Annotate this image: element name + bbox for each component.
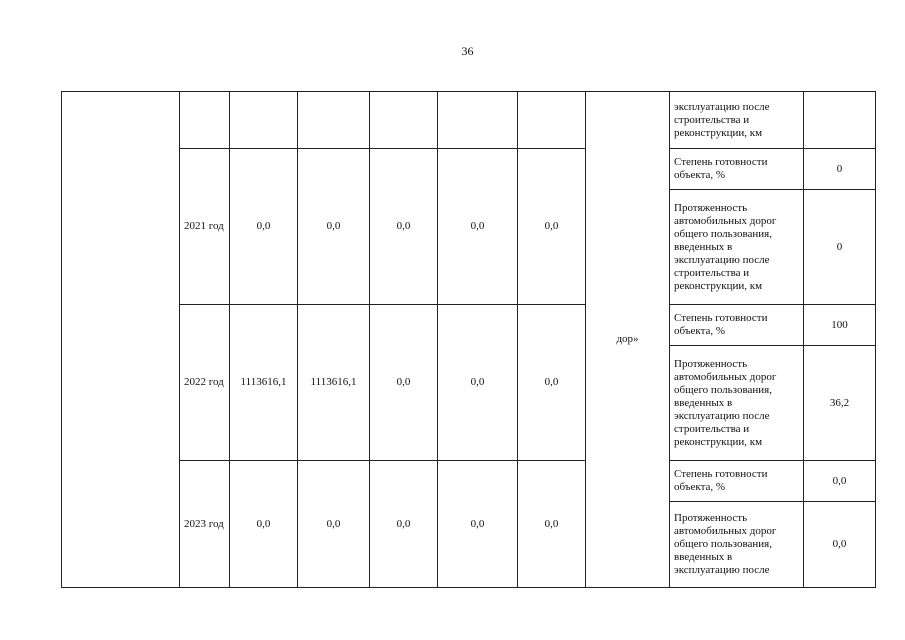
value-cell-empty (298, 92, 370, 149)
year-cell: 2022 год (180, 305, 230, 461)
indicator-label: Степень готовности объекта, % (670, 149, 804, 190)
indicator-value (804, 92, 876, 149)
year-cell: 2023 год (180, 461, 230, 588)
value-cell: 1113616,1 (298, 305, 370, 461)
indicator-label: Протяженность автомобильных дорог общего пользования, введенных в эксплуатацию после (670, 502, 804, 588)
indicator-value: 0,0 (804, 502, 876, 588)
indicator-label: Протяженность автомобильных дорог общего пользования, введенных в эксплуатацию после строительства и реконструкции, км (670, 346, 804, 461)
indicator-value: 0 (804, 190, 876, 305)
value-cell-empty (370, 92, 438, 149)
indicator-label: Протяженность автомобильных дорог общего пользования, введенных в эксплуатацию после строительства и реконструкции, км (670, 190, 804, 305)
value-cell: 0,0 (438, 305, 518, 461)
indicator-label: Степень готовности объекта, % (670, 305, 804, 346)
year-cell: 2021 год (180, 149, 230, 305)
indicator-label: Степень готовности объекта, % (670, 461, 804, 502)
value-cell-empty (438, 92, 518, 149)
table-row (62, 149, 876, 190)
table-row (62, 305, 876, 346)
table-row (62, 92, 876, 149)
value-cell: 0,0 (518, 149, 586, 305)
value-cell: 1113616,1 (230, 305, 298, 461)
year-cell-empty (180, 92, 230, 149)
page-number: 36 (461, 44, 474, 58)
table-row (62, 461, 876, 502)
value-cell: 0,0 (518, 461, 586, 588)
value-cell-empty (518, 92, 586, 149)
value-cell: 0,0 (438, 461, 518, 588)
value-cell: 0,0 (370, 461, 438, 588)
program-table (61, 91, 876, 588)
value-cell: 0,0 (230, 149, 298, 305)
indicator-value: 36,2 (804, 346, 876, 461)
object-name-cell: дор» (586, 92, 670, 588)
value-cell: 0,0 (370, 149, 438, 305)
value-cell: 0,0 (438, 149, 518, 305)
value-cell: 0,0 (298, 461, 370, 588)
value-cell: 0,0 (370, 305, 438, 461)
indicator-value: 100 (804, 305, 876, 346)
blank-left-cell (62, 92, 180, 588)
value-cell-empty (230, 92, 298, 149)
value-cell: 0,0 (298, 149, 370, 305)
indicator-value: 0,0 (804, 461, 876, 502)
value-cell: 0,0 (230, 461, 298, 588)
value-cell: 0,0 (518, 305, 586, 461)
indicator-label: эксплуатацию после строительства и реконструкции, км (670, 92, 804, 149)
indicator-value: 0 (804, 149, 876, 190)
